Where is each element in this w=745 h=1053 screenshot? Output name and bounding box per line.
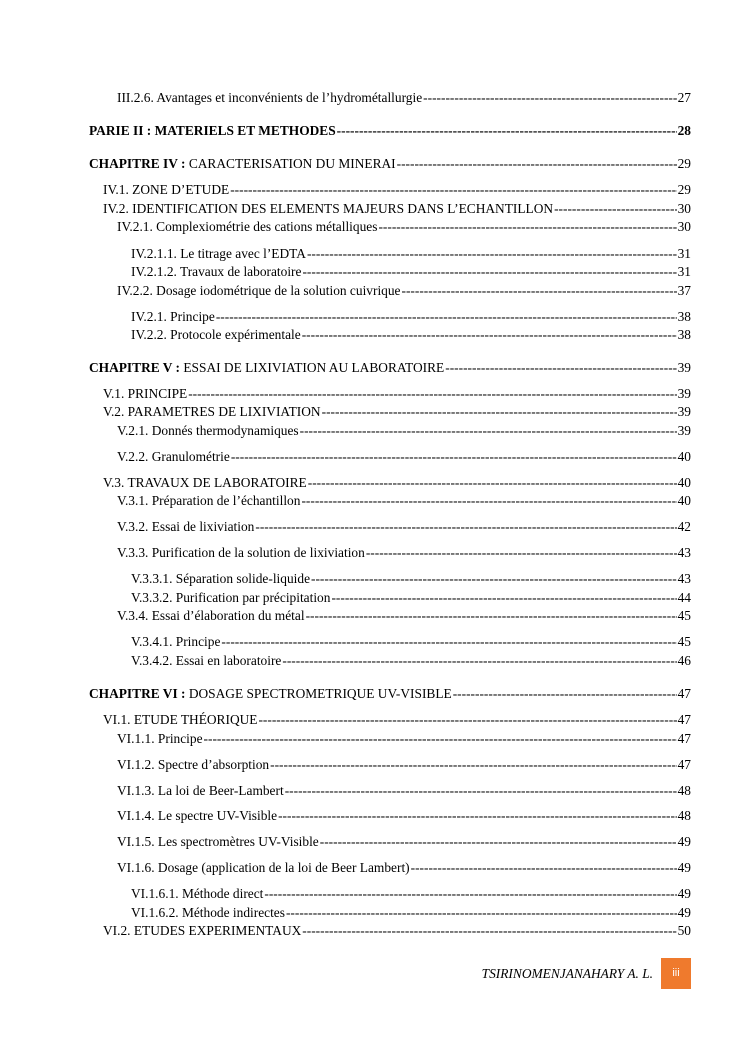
toc-entry-11[interactable] [89, 360, 691, 376]
toc-leader-dots [255, 519, 676, 535]
toc-entry-19[interactable] [117, 545, 691, 561]
chapter-title: DOSAGE SPECTROMETRIQUE UV-VISIBLE [185, 686, 452, 701]
toc-entry-title: IV.2. IDENTIFICATION DES ELEMENTS MAJEURS DANS L’ECHANTILLON [103, 201, 554, 216]
toc-entry-title: IV.2.1.2. Travaux de laboratoire [131, 264, 302, 279]
toc-entry-8[interactable] [117, 283, 691, 299]
toc-entry-page: 48 [677, 808, 691, 823]
toc-entry-title: V.3.4. Essai d’élaboration du métal [117, 608, 305, 623]
toc-entry-title: V.3.3. Purification de la solution de lixiviation [117, 545, 365, 560]
toc-leader-dots [216, 309, 677, 325]
toc-entry-0[interactable] [117, 90, 691, 106]
toc-entry-page: 43 [677, 571, 691, 586]
toc-entry-title: V.3. TRAVAUX DE LABORATOIRE [103, 475, 307, 490]
toc-entry-page: 30 [677, 201, 691, 216]
toc-entry-18[interactable] [117, 519, 691, 535]
toc-entry-21[interactable] [131, 590, 691, 606]
toc-entry-page: 37 [677, 283, 691, 298]
toc-entry-title: VI.1. ETUDE THÉORIQUE [103, 712, 258, 727]
toc-entry-title: V.2.2. Granulométrie [117, 449, 230, 464]
toc-entry-title: V.3.1. Préparation de l’échantillon [117, 493, 301, 508]
toc-entry-page: 42 [677, 519, 691, 534]
toc-leader-dots [302, 264, 676, 280]
chapter-prefix: CHAPITRE IV : [89, 156, 186, 171]
toc-entry-29[interactable] [117, 783, 691, 799]
toc-entry-page: 49 [677, 905, 691, 920]
toc-entry-title: VI.1.6.2. Méthode indirectes [131, 905, 285, 920]
toc-entry-title: VI.1.6. Dosage (application de la loi de Beer Lambert) [117, 860, 410, 875]
toc-entry-title: IV.2.1. Principe [131, 309, 215, 324]
toc-leader-dots [397, 156, 677, 172]
toc-entry-page: 49 [677, 886, 691, 901]
toc-entry-title: VI.1.2. Spectre d’absorption [117, 757, 270, 772]
toc-entry-page: 38 [677, 309, 691, 324]
toc-entry-13[interactable] [103, 404, 691, 420]
toc-entry-6[interactable] [131, 246, 691, 262]
toc-entry-title: IV.1. ZONE D’ETUDE [103, 182, 230, 197]
toc-entry-title [89, 686, 452, 702]
toc-leader-dots [231, 449, 677, 465]
toc-entry-title: III.2.6. Avantages et inconvénients de l’hydrométallurgie [117, 90, 423, 105]
toc-entry-page: 47 [677, 731, 691, 746]
toc-entry-title: VI.1.3. La loi de Beer-Lambert [117, 783, 284, 798]
toc-entry-25[interactable] [89, 686, 691, 702]
toc-entry-page: 29 [677, 182, 691, 197]
toc-entry-title: IV.2.1. Complexiométrie des cations métalliques [117, 219, 378, 234]
toc-leader-dots [320, 834, 677, 850]
toc-leader-dots [230, 182, 676, 198]
toc-entry-3[interactable] [103, 182, 691, 198]
toc-entry-32[interactable] [117, 860, 691, 876]
toc-entry-4[interactable] [103, 201, 691, 217]
toc-entry-27[interactable] [117, 731, 691, 747]
toc-entry-17[interactable] [117, 493, 691, 509]
toc-entry-20[interactable] [131, 571, 691, 587]
toc-leader-dots [402, 283, 677, 299]
chapter-prefix: CHAPITRE VI : [89, 686, 186, 701]
toc-entry-title: V.1. PRINCIPE [103, 386, 188, 401]
toc-entry-22[interactable] [117, 608, 691, 624]
toc-leader-dots [308, 475, 677, 491]
toc-entry-title: IV.2.2. Protocole expérimentale [131, 327, 301, 342]
toc-entry-page: 38 [677, 327, 691, 342]
toc-entry-page: 49 [677, 834, 691, 849]
toc-entry-page: 45 [677, 634, 691, 649]
toc-entry-30[interactable] [117, 808, 691, 824]
toc-entry-page: 45 [677, 608, 691, 623]
toc-entry-page: 47 [677, 712, 691, 727]
toc-entry-33[interactable] [131, 886, 691, 902]
toc-entry-title: V.3.4.1. Principe [131, 634, 221, 649]
toc-entry-title: V.2.1. Donnés thermodynamiques [117, 423, 299, 438]
toc-leader-dots [445, 360, 676, 376]
toc-entry-page: 30 [677, 219, 691, 234]
toc-entry-page: 47 [677, 686, 691, 701]
toc-entry-page: 46 [677, 653, 691, 668]
toc-leader-dots [337, 123, 677, 139]
toc-entry-title: V.3.3.1. Séparation solide-liquide [131, 571, 311, 586]
toc-leader-dots [204, 731, 677, 747]
toc-entry-title: VI.1.5. Les spectromètres UV-Visible [117, 834, 319, 849]
toc-entry-page: 31 [677, 264, 691, 279]
toc-entry-35[interactable] [103, 923, 691, 939]
toc-leader-dots [270, 757, 677, 773]
toc-entry-14[interactable] [117, 423, 691, 439]
toc-leader-dots [302, 923, 676, 939]
toc-entry-15[interactable] [117, 449, 691, 465]
toc-entry-1[interactable] [89, 123, 691, 139]
toc-entry-page: 44 [677, 590, 691, 605]
toc-leader-dots [311, 571, 677, 587]
toc-entry-page: 40 [677, 449, 691, 464]
toc-entry-page: 39 [677, 386, 691, 401]
toc-leader-dots [282, 653, 676, 669]
toc-entry-page: 29 [677, 156, 691, 171]
toc-entry-23[interactable] [131, 634, 691, 650]
toc-entry-24[interactable] [131, 653, 691, 669]
toc-entry-page: 50 [677, 923, 691, 938]
toc-leader-dots [221, 634, 676, 650]
toc-leader-dots [286, 905, 677, 921]
toc-entry-10[interactable] [131, 327, 691, 343]
toc-leader-dots [306, 608, 677, 624]
toc-entry-7[interactable] [131, 264, 691, 280]
toc-entry-34[interactable] [131, 905, 691, 921]
toc-entry-title [89, 360, 444, 376]
toc-entry-title: IV.2.2. Dosage iodométrique de la solution cuivrique [117, 283, 401, 298]
toc-leader-dots [188, 386, 676, 402]
toc-leader-dots [453, 686, 677, 702]
toc-entry-title: V.2. PARAMETRES DE LIXIVIATION [103, 404, 321, 419]
page-number-badge: iii [661, 958, 691, 989]
toc-leader-dots [366, 545, 677, 561]
toc-entry-31[interactable] [117, 834, 691, 850]
chapter-title: ESSAI DE LIXIVIATION AU LABORATOIRE [180, 360, 445, 375]
toc-leader-dots [278, 808, 677, 824]
toc-leader-dots [378, 219, 676, 235]
toc-entry-page: 40 [677, 493, 691, 508]
toc-leader-dots [423, 90, 676, 106]
toc-leader-dots [322, 404, 677, 420]
chapter-prefix: CHAPITRE V : [89, 360, 181, 375]
toc-entry-title: VI.1.6.1. Méthode direct [131, 886, 264, 901]
toc-leader-dots [301, 493, 676, 509]
toc-entry-2[interactable] [89, 156, 691, 172]
toc-entry-title: VI.2. ETUDES EXPERIMENTAUX [103, 923, 302, 938]
toc-entry-5[interactable] [117, 219, 691, 235]
toc-entry-page: 31 [677, 246, 691, 261]
toc-entry-28[interactable] [117, 757, 691, 773]
toc-leader-dots [264, 886, 676, 902]
toc-entry-12[interactable] [103, 386, 691, 402]
toc-entry-page: 43 [677, 545, 691, 560]
toc-entry-title: V.3.3.2. Purification par précipitation [131, 590, 331, 605]
toc-entry-page: 39 [677, 423, 691, 438]
toc-leader-dots [258, 712, 676, 728]
toc-entry-page: 40 [677, 475, 691, 490]
toc-leader-dots [285, 783, 677, 799]
toc-entry-9[interactable] [131, 309, 691, 325]
toc-entry-title: VI.1.4. Le spectre UV-Visible [117, 808, 278, 823]
toc-entry-page: 48 [677, 783, 691, 798]
toc-entry-page: 47 [677, 757, 691, 772]
toc-entry-title: V.3.2. Essai de lixiviation [117, 519, 255, 534]
toc-entry-page: 39 [677, 404, 691, 419]
toc-leader-dots [554, 201, 677, 217]
toc-entry-title: V.3.4.2. Essai en laboratoire [131, 653, 282, 668]
toc-entry-26[interactable] [103, 712, 691, 728]
toc-entry-title: PARIE II : MATERIELS ET METHODES [89, 123, 336, 138]
toc-leader-dots [331, 590, 676, 606]
toc-entry-title: IV.2.1.1. Le titrage avec l’EDTA [131, 246, 306, 261]
footer-author: TSIRINOMENJANAHARY A. L. [481, 966, 653, 981]
toc-entry-page: 28 [677, 123, 691, 138]
toc-entry-title [89, 156, 396, 172]
toc-entry-16[interactable] [103, 475, 691, 491]
chapter-title: CARACTERISATION DU MINERAI [185, 156, 396, 171]
toc-leader-dots [302, 327, 677, 343]
toc-leader-dots [300, 423, 677, 439]
toc-leader-dots [307, 246, 677, 262]
toc-entry-title: VI.1.1. Principe [117, 731, 203, 746]
toc-leader-dots [411, 860, 677, 876]
toc-entry-page: 39 [677, 360, 691, 375]
toc-entry-page: 49 [677, 860, 691, 875]
toc-entry-page: 27 [677, 90, 691, 105]
